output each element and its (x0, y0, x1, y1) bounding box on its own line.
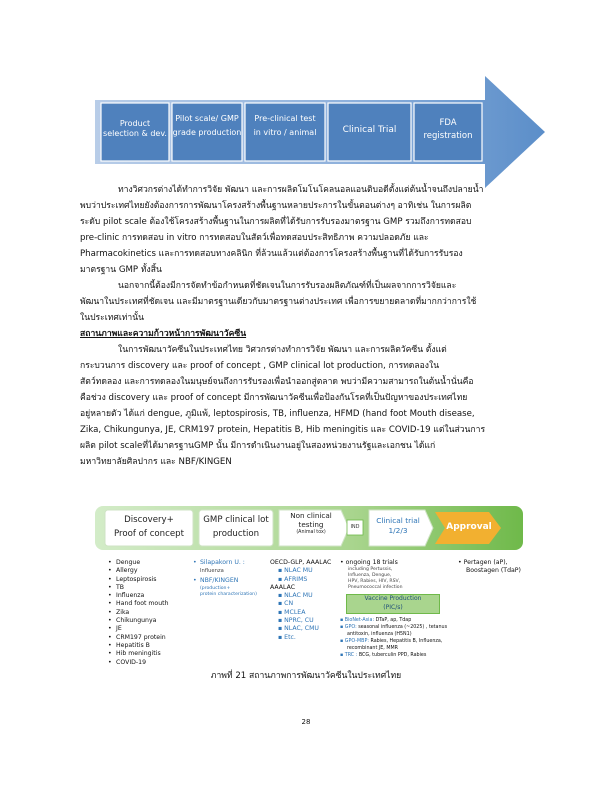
disease-list (108, 559, 169, 667)
stage-clinical-trial: Clinical trial 1/2/3 (376, 516, 420, 535)
list-item: • Hand foot mouth (108, 600, 169, 608)
stage-clinical-trial: Clinical Trial (342, 125, 397, 135)
trial-note: including Pertussis, (348, 567, 393, 572)
para1-line: มาตรฐาน GMP ทั้งสิ้น (80, 265, 162, 275)
para3-line: กระบวนการ discovery และ proof of concept , GMP clinical lot production, การทดลองใน (80, 361, 440, 371)
lab-group-heading: AAALAC (270, 583, 296, 591)
para1-line: ทางวิศวกรต่างได้ทำการวิจัย พัฒนา และการผลิตโมโนโคลนอลแอนติบอดีตั้งแต่ต้นน้ำจนถึงปลายน้ำ (118, 185, 484, 195)
ongoing-trials: • ongoing 18 trials (340, 559, 398, 566)
clinical-and-production (340, 559, 458, 659)
trial-note: Pneumococcal infection (348, 585, 403, 590)
list-item: • Pertagen (aP), (458, 559, 508, 566)
list-item: • Leptospirosis (108, 575, 157, 583)
para1-line: พบว่าประเทศไทยยังต้องการการพัฒนาโครงสร้างพื้นฐานหลายประการในขั้นตอนต่างๆ อาทิเช่น ในการผลิต (80, 201, 472, 211)
ind-label: IND (350, 524, 360, 530)
list-item: ▪ CN (278, 600, 294, 608)
para3-line: มหาวิทยาลัยศิลปากร และ NBF/KINGEN (80, 457, 232, 467)
vaccine-pipeline-diagram (95, 506, 523, 550)
list-item: • TB (108, 583, 125, 591)
stage-fda-registration: FDA registration (423, 118, 473, 141)
trial-note: HPV, Rabies, HIV, RSV, (348, 579, 401, 584)
list-item: • JE (108, 625, 122, 633)
list-item: • Hib meningitis (108, 650, 161, 658)
list-item: • Chikungunya (108, 617, 157, 625)
para3-line: Zika, Chikungunya, JE, CRM197 protein, Hepatitis B, Hib meningitis และ COVID-19 แต่ในส่วนการ (80, 425, 486, 435)
stage-product-selection: Product selection & dev. (103, 119, 167, 138)
list-item: • Allergy (108, 567, 138, 575)
para3-line: ผลิต pilot scaleที่ได้มาตรฐานGMP นั้น มีการดำเนินงานอยู่ในสองหน่วยงานรัฐและเอกชน ได้แก่ (80, 441, 436, 451)
stage-preclinical-test: Pre-clinical test in vitro / animal (253, 114, 317, 137)
list-item: ▪ MCLEA (278, 608, 306, 616)
list-item: ▪ GPO-MBP: Rabies, Hepatitis B, Influenza, (340, 639, 443, 644)
list-item: • NBF/KINGEN (193, 577, 239, 585)
list-item: ▪ NLAC MU (278, 567, 313, 575)
producer-note: (production+ (200, 585, 231, 591)
list-item-cont: Boostagen (TdaP) (466, 567, 521, 575)
page-number: 28 (301, 718, 311, 726)
section-heading: สถานภาพและความก้าวหน้าการพัฒนาวัคซีน (80, 329, 247, 339)
animal-testing-labs (270, 559, 331, 642)
para2-line: นอกจากนี้ต้องมีการจัดทำข้อกำหนดที่ชัดเจนในการรับรองผลิตภัณฑ์ที่เป็นผลจากการวิจัยและ (118, 281, 457, 291)
list-item: ▪ NPRC, CU (278, 617, 314, 625)
list-item: • Dengue (108, 559, 141, 566)
stage-approval: Approval (446, 522, 492, 532)
list-item: ▪ NLAC, CMU (278, 625, 319, 633)
lab-group-heading: OECD-GLP, AAALAC (270, 559, 332, 566)
stage-gmp-lot: GMP clinical lot production (203, 515, 269, 539)
para2-line: ในประเทศเท่านั้น (80, 313, 144, 323)
para1-line: Pharmacokinetics และการทดสอบทางคลินิก ที่ล้วนแล้วแต่ต้องการโครงสร้างพื้นฐานที่ได้รับการรับรอง (80, 249, 463, 259)
list-item: • Silapakorn U. : (193, 559, 245, 566)
gmp-producers (193, 559, 257, 598)
stage-discovery: Discovery+ Proof of concept (114, 515, 184, 539)
producer-note: Influenza (200, 568, 224, 575)
list-item: ▪ Etc. (278, 633, 296, 641)
list-item: • Hepatitis B (108, 641, 150, 649)
process-arrow-diagram (95, 76, 545, 188)
vaccine-production-box: Vaccine Production (PIC/s) (346, 594, 440, 614)
list-item: ▪ BioNet-Asia: DTaP, ap, Tdap (340, 618, 412, 623)
para2-line: พัฒนาในประเทศที่ชัดเจน และมีมาตรฐานเดียวกับมาตรฐานต่างประเทศ เพื่อการขยายตลาดที่มากกว่าการใช้ (80, 297, 477, 307)
list-item-cont: recombinant JE, MMR (347, 646, 398, 651)
list-item: ▪ TRC : BCG, tuberculin PPD, Rabies (340, 653, 427, 658)
trial-note: Influenza, Dengue, (348, 573, 392, 578)
para1-line: pre-clinic การทดสอบ in vitro การทดสอบในสัตว์เพื่อทดสอบประสิทธิภาพ ความปลอดภัย และ (80, 233, 429, 243)
producer-note: protein characterization) (200, 591, 257, 597)
list-item: • CRM197 protein (108, 633, 166, 641)
list-item: • Influenza (108, 592, 145, 600)
list-item: ▪ AFRIMS (278, 575, 308, 583)
para3-line: อยู่หลายตัว ได้แก่ dengue, ภูมิแพ้, leptospirosis, TB, influenza, HFMD (hand foot Mouth disease, (80, 409, 475, 419)
list-item-cont: antitoxin, influenza (H5N1) (347, 632, 412, 637)
approved-products (458, 559, 521, 576)
list-item: • Zika (108, 608, 130, 616)
figure-caption: ภาพที่ 21 สถานภาพการพัฒนาวัคซีนในประเทศไทย (210, 671, 402, 681)
para3-line: สัตว์ทดลอง และการทดลองในมนุษย์จนถึงการรับรองเพื่อนำออกสู่ตลาด พบว่ามีความสามารถในต้นน้ำนั่นคือ (80, 377, 474, 387)
stage-nonclinical: Non clinical testing (Animal tox) (290, 511, 332, 535)
para1-line: ระดับ pilot scale ต้องใช้โครงสร้างพื้นฐานในการผลิตที่ได้รับการรับรองมาตรฐาน GMP รวมถึงการทดสอบ (80, 217, 472, 227)
para3-line: ในการพัฒนาวัคซีนในประเทศไทย วิศวกรต่างทำการวิจัย พัฒนา และการผลิตวัคซีน ตั้งแต่ (118, 345, 447, 355)
list-item: ▪ NLAC MU (278, 592, 313, 600)
stage-pilot-scale: Pilot scale/ GMP grade production (172, 114, 242, 137)
list-item: • COVID-19 (108, 658, 147, 666)
list-item: ▪ GPO: seasonal influenza (~2025) , tetanus (340, 625, 448, 630)
para3-line: คือช่วง discovery และ proof of concept มีการพัฒนาวัคซีนเพื่อป้องกันโรคที่เป็นปัญหาของประเทศไทย (80, 393, 468, 403)
